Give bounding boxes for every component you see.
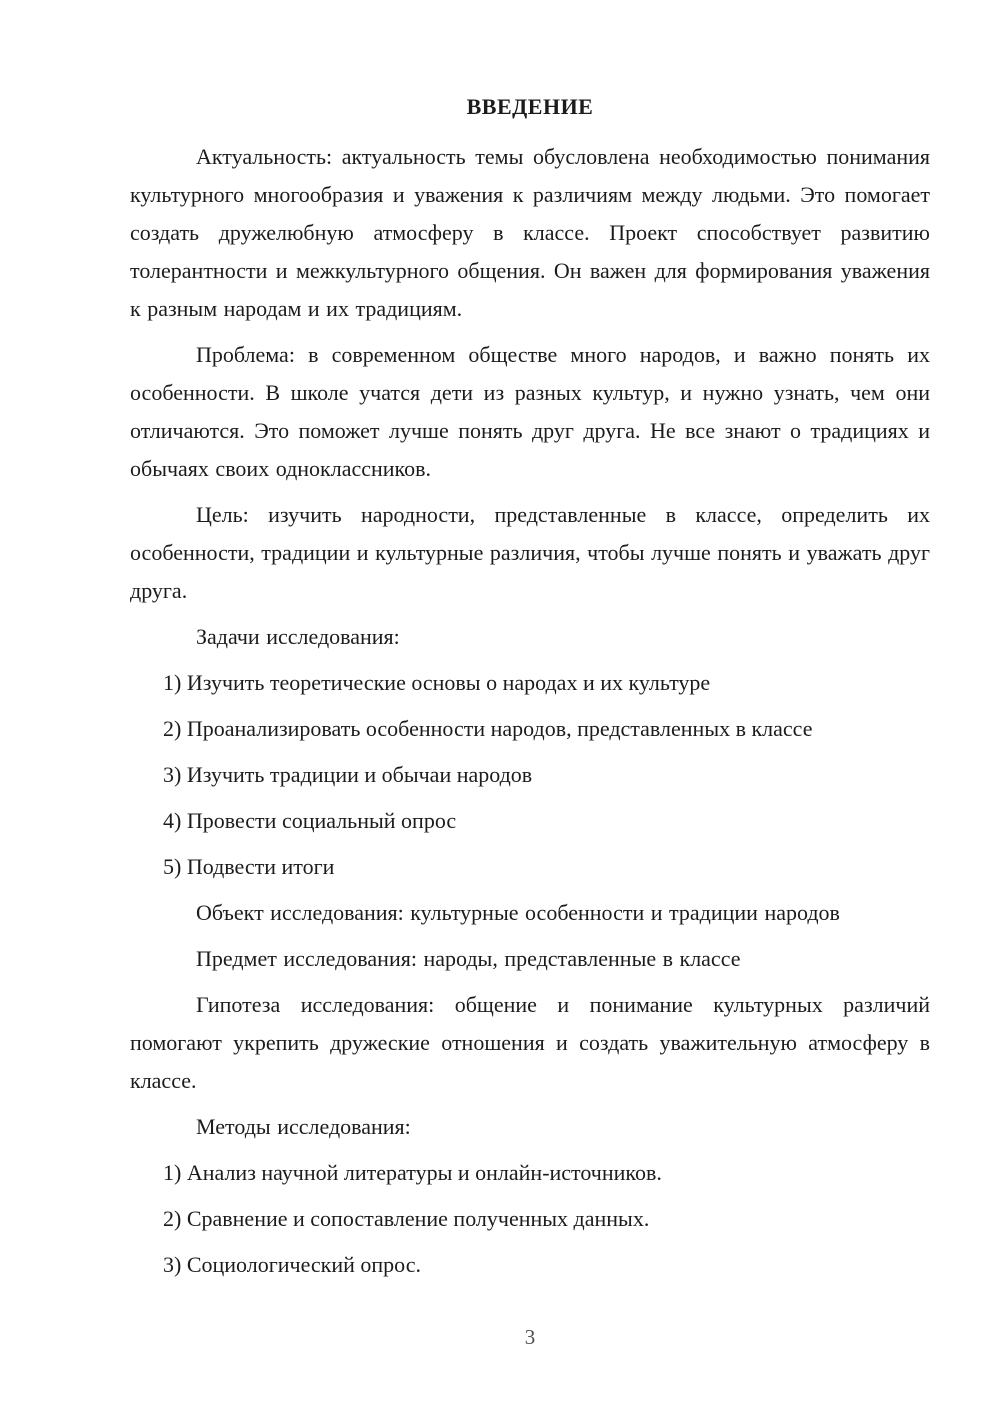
paragraph: Проблема: в современном обществе много народов, и важно понять их особенности. В школе учатся дети из разных культур, и нужно узнать, чем они отличаются. Это поможет лучше понять друг друга. Не все знают о традициях и обычаях своих одноклассников.: [130, 342, 930, 481]
list-item: 3) Социологический опрос.: [163, 1252, 421, 1277]
paragraph: Задачи исследования:: [196, 624, 400, 649]
document-body: [130, 138, 930, 1284]
paragraph: Предмет исследования: народы, представленные в классе: [196, 946, 741, 971]
paragraph: Актуальность: актуальность темы обусловлена необходимостью понимания культурного многообразия и уважения к различиям между людьми. Это помогает создать дружелюбную атмосферу в классе. Проект способствует развитию толерантности и межкультурного общения. Он важен для формирования уважения к разным народам и их традициям.: [130, 144, 930, 321]
page-title: ВВЕДЕНИЕ: [466, 94, 594, 119]
list-item: 1) Изучить теоретические основы о народах и их культуре: [163, 670, 711, 695]
list-item: 4) Провести социальный опрос: [163, 808, 457, 833]
list-item: 3) Изучить традиции и обычаи народов: [163, 762, 533, 787]
list-item: 5) Подвести итоги: [163, 854, 335, 879]
list-item: 2) Сравнение и сопоставление полученных данных.: [163, 1206, 650, 1231]
paragraph: Гипотеза исследования: общение и понимание культурных различий помогают укрепить дружеские отношения и создать уважительную атмосферу в классе.: [130, 992, 930, 1093]
paragraph: Методы исследования:: [196, 1114, 411, 1139]
page-number: 3: [524, 1325, 536, 1349]
list-item: 1) Анализ научной литературы и онлайн-источников.: [163, 1160, 662, 1185]
list-item: 2) Проанализировать особенности народов, представленных в классе: [163, 716, 813, 741]
paragraph: Объект исследования: культурные особенности и традиции народов: [196, 900, 840, 925]
paragraph: Цель: изучить народности, представленные в классе, определить их особенности, традиции и культурные различия, чтобы лучше понять и уважать друг друга.: [130, 502, 930, 603]
